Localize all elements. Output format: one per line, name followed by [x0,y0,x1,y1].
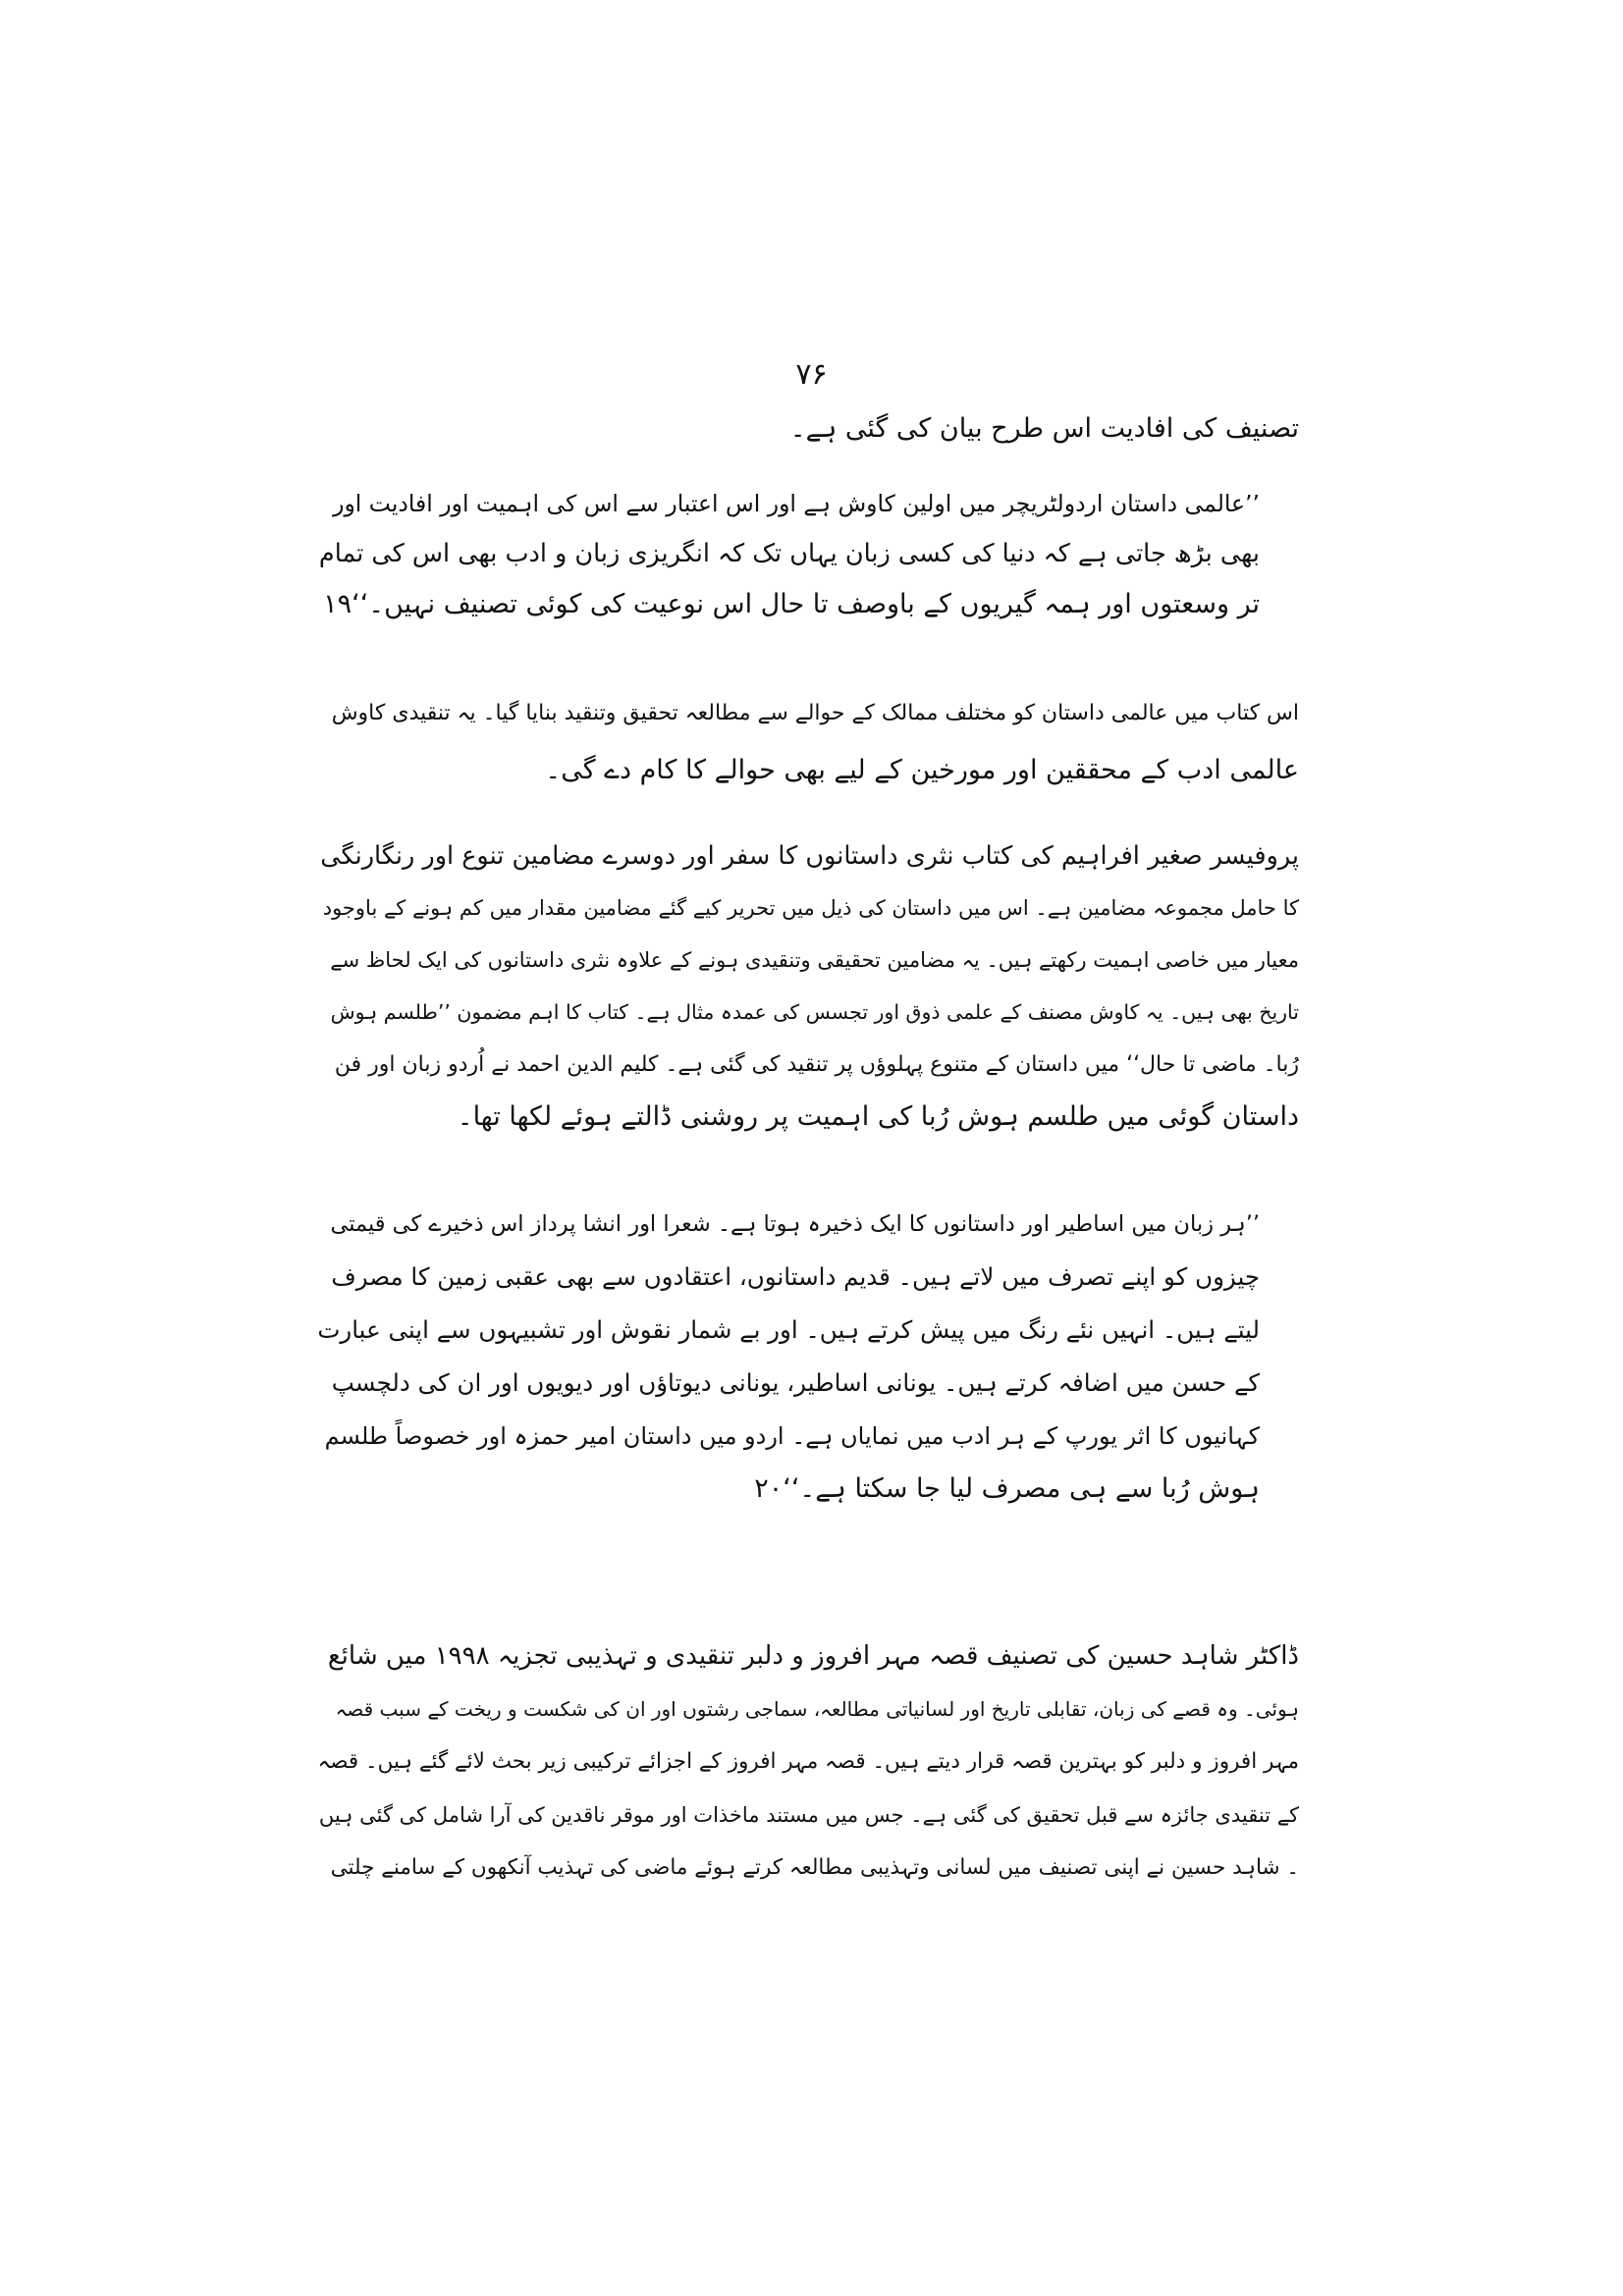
text-line: معیار میں خاصی اہمیت رکھتے ہیں۔ یہ مضامین تحقیقی وتنقیدی ہونے کے علاوہ نثری داستانوں کی ایک لحاظ سے [330,948,1299,972]
text-line: پروفیسر صغیر افراہیم کی کتاب نثری داستانوں کا سفر اور دوسرے مضامین تنوع اور رنگارنگی [320,841,1299,871]
text-line: ۔ شاہد حسین نے اپنی تصنیف میں لسانی وتہذیبی مطالعہ کرتے ہوئے ماضی کی تہذیب آنکھوں کے سامنے چلتی [330,1855,1299,1880]
page-number: ۷۶ [795,357,828,392]
text-line: ’’عالمی داستان اردولٹریچر میں اولین کاوش ہے اور اس اعتبار سے اس کی اہمیت اور افادیت اور [333,490,1260,517]
text-line: ہوش رُبا سے ہی مصرف لیا جا سکتا ہے۔‘‘۲۰ [754,1473,1260,1504]
text-line: تصنیف کی افادیت اس طرح بیان کی گئی ہے۔ [789,413,1299,444]
text-line: تاریخ بھی ہیں۔ یہ کاوش مصنف کے علمی ذوق اور تجسس کی عمدہ مثال ہے۔ کتاب کا اہم مضمون ’’طلسم ہوش [330,1000,1299,1024]
text-line: ڈاکٹر شاہد حسین کی تصنیف قصہ مہر افروز و دلبر تنقیدی و تہذیبی تجزیہ ۱۹۹۸ میں شائع [327,1641,1299,1671]
text-line: مہر افروز و دلبر کو بہترین قصہ قرار دیتے ہیں۔ قصہ مہر افروز کے اجزائے ترکیبی زیر بحث لائے گئے ہیں۔ قصہ [317,1749,1299,1774]
block-quote-1 [317,479,1260,629]
text-line: داستان گوئی میں طلسم ہوش رُبا کی اہمیت پر روشنی ڈالتے ہوئے لکھا تھا۔ [457,1101,1299,1132]
text-line: کے حسن میں اضافہ کرتے ہیں۔ یونانی اساطیر، یونانی دیوتاؤں اور دیویوں اور ان کی دلچسپ [331,1368,1260,1397]
intro-paragraph [317,402,1299,455]
text-line: اس کتاب میں عالمی داستان کو مختلف ممالک کے حوالے سے مطالعہ تحقیق وتنقید بنایا گیا۔ یہ تنقیدی کاوش [331,701,1299,725]
text-line: لیتے ہیں۔ انہیں نئے رنگ میں پیش کرتے ہیں۔ اور بے شمار نقوش اور تشبیہوں سے اپنی عبارت [317,1315,1260,1344]
paragraph-2 [317,830,1299,1143]
block-quote-2 [317,1198,1260,1516]
text-line: کا حامل مجموعہ مضامین ہے۔ اس میں داستان کی ذیل میں تحریر کیے گئے مضامین مقدار میں کم ہونے کے باوجود [322,896,1299,920]
text-line: ’’ہر زبان میں اساطیر اور داستانوں کا ایک ذخیرہ ہوتا ہے۔ شعرا اور انشا پرداز اس ذخیرے کی قیمتی [330,1211,1260,1237]
paragraph-1 [317,685,1299,799]
text-line: کہانیوں کا اثر یورپ کے ہر ادب میں نمایاں ہے۔ اردو میں داستان امیر حمزہ اور خصوصاً طلسم [324,1422,1260,1450]
text-line: عالمی ادب کے محققین اور مورخین کے لیے بھی حوالے کا کام دے گی۔ [545,755,1299,785]
text-line: کے تنقیدی جائزہ سے قبل تحقیق کی گئی ہے۔ جس میں مستند ماخذات اور موقر ناقدین کی آرا شامل کی گئی ہیں [318,1803,1299,1827]
text-line: رُبا۔ ماضی تا حال‘‘ میں داستان کے متنوع پہلوؤں پر تنقید کی گئی ہے۔ کلیم الدین احمد نے اُردو زبان اور فن [334,1052,1299,1077]
text-line: تر وسعتوں اور ہمہ گیریوں کے باوصف تا حال اس نوعیت کی کوئی تصنیف نہیں۔‘‘۱۹ [323,589,1260,619]
text-line: ہوئی۔ وہ قصے کی زبان، تقابلی تاریخ اور لسانیاتی مطالعہ، سماجی رشتوں اور ان کی شکست و ریخت کے سبب قصہ [335,1697,1299,1721]
text-line: چیزوں کو اپنے تصرف میں لاتے ہیں۔ قدیم داستانوں، اعتقادوں سے بھی عقبی زمین کا مصرف [331,1262,1260,1291]
text-line: بھی بڑھ جاتی ہے کہ دنیا کی کسی زبان یہاں تک کہ انگریزی زبان و ادب بھی اس کی تمام [318,539,1260,568]
paragraph-3 [317,1629,1299,1895]
